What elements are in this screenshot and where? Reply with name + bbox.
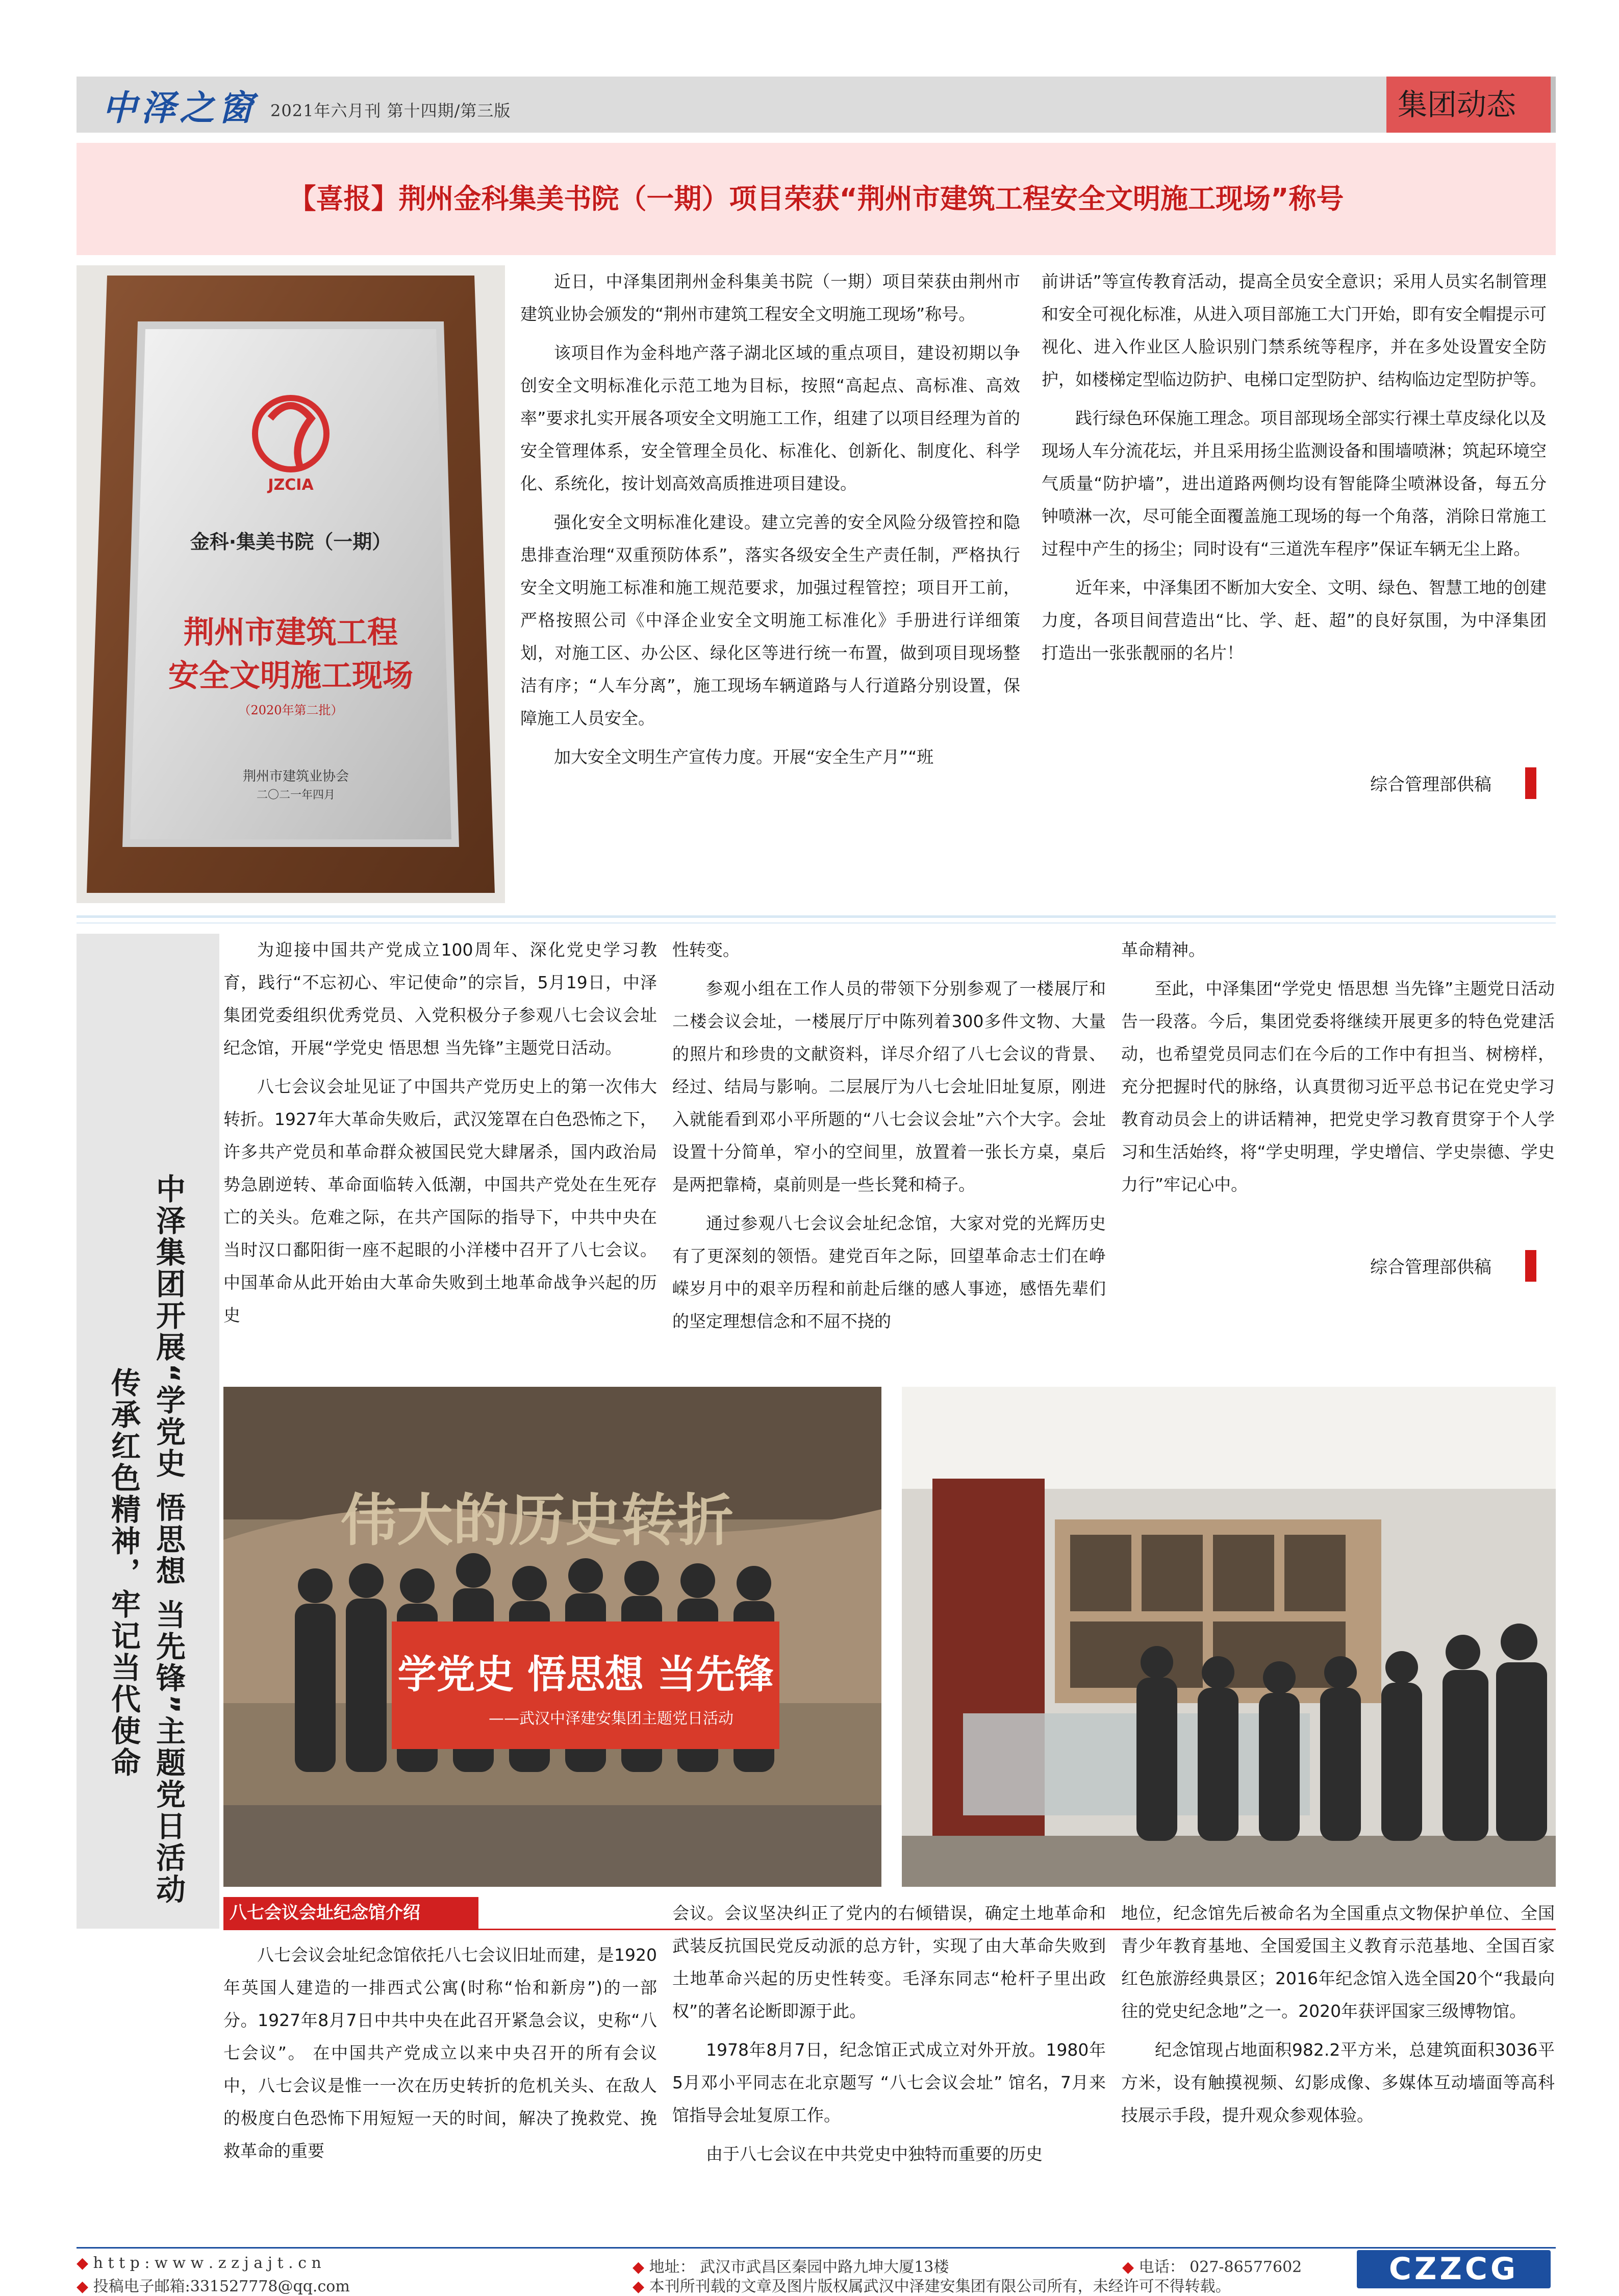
article2-vertical-title: 中泽集团开展“学党史 悟思想 当先锋”主题党日活动 bbox=[151, 1174, 186, 1906]
diamond-icon: ◆ bbox=[77, 2278, 89, 2295]
footer-copyright bbox=[633, 2274, 1231, 2296]
diamond-icon: ◆ bbox=[633, 2258, 645, 2276]
footer-website bbox=[77, 2254, 321, 2272]
wall-inscription: 伟大的历史转折 bbox=[341, 1487, 733, 1553]
plaque-project: 金科·集美书院（一期） bbox=[190, 531, 392, 553]
footer-rule bbox=[77, 2247, 1556, 2249]
plaque-photo bbox=[77, 265, 505, 903]
article1-paragraph: 践行绿色环保施工理念。项目部现场全部实行裸土草皮绿化以及现场人车分流花坛，并且采用扬尘监测设备和围墙喷淋；筑起环境空气质量“防护墙”，进出道路两侧均设有智能降尘喷淋设备，每五分钟喷淋一次，尽可能全面覆盖施工现场的每一个角落，消除日常施工过程中产生的扬尘；同时设有“三道洗车程序”保证车辆无尘上路。 bbox=[1042, 408, 1547, 559]
intro-column-3 bbox=[1121, 1897, 1555, 2138]
article1-column-1 bbox=[520, 265, 1020, 780]
intro-heading: 八七会议会址纪念馆介绍 bbox=[223, 1897, 478, 1929]
company-logo: CZZCG bbox=[1357, 2250, 1551, 2288]
section-tag: 集团动态 bbox=[1386, 77, 1556, 133]
banner-main-text: 学党史 悟思想 当先锋 bbox=[397, 1652, 774, 1697]
group-photo-illustration bbox=[223, 1387, 881, 1887]
plaque-award-line1: 荆州市建筑工程 bbox=[184, 615, 398, 651]
plaque-date: 二〇二一年四月 bbox=[256, 789, 336, 802]
diamond-icon: ◆ bbox=[77, 2254, 89, 2272]
diamond-icon: ◆ bbox=[1122, 2258, 1134, 2276]
article2-vertical-subtitle: 传承红色精神，牢记当代使命 bbox=[106, 1367, 141, 1779]
footer-copyright-text: 本刊所刊载的文章及图片版权属武汉中泽建安集团有限公司所有，未经许可不得转载。 bbox=[649, 2278, 1231, 2295]
article2-paragraph: 为迎接中国共产党成立100周年、深化党史学习教育，践行“不忘初心、牢记使命”的宗旨，5月19日，中泽集团党委组织优秀党员、入党积极分子参观八七会议会址纪念馆，开展“学党史 悟思想 当先锋”主题党日活动。 bbox=[223, 940, 657, 1058]
plaque-issuer: 荆州市建筑业协会 bbox=[242, 769, 349, 784]
intro-column-2 bbox=[672, 1897, 1106, 2177]
diamond-icon: ◆ bbox=[633, 2278, 645, 2295]
plaque-batch: （2020年第二批） bbox=[238, 703, 343, 717]
article1-paragraph: 该项目作为金科地产落子湖北区域的重点项目，建设初期以争创安全文明标准化示范工地为目标，按照“高起点、高标准、高效率”要求扎实开展各项安全文明施工工作，组建了以项目经理为首的安全管理体系，安全管理全员化、标准化、创新化、制度化、科学化、系统化，按计划高效高质推进项目建设。 bbox=[520, 343, 1020, 493]
footer-email-text: 投稿电子邮箱:331527778@qq.com bbox=[93, 2278, 350, 2295]
article2-paragraph: 革命精神。 bbox=[1121, 940, 1205, 960]
section-divider-thin bbox=[77, 922, 1556, 924]
exhibition-photo bbox=[902, 1387, 1556, 1887]
brand-logo: 中泽之窗 bbox=[102, 88, 258, 129]
intro-paragraph: 八七会议会址纪念馆依托八七会议旧址而建，是1920年英国人建造的一排西式公寓(时称“怡和新房”)的一部分。1927年8月7日中共中央在此召开紧急会议，史称“八七会议”。 在中国共产党成立以来中央召开的所有会议中，八七会议是惟一一次在历史转折的危机关头、在敌人的极度白色恐怖下用短短一天的时间，解决了挽救党、挽救革命的重要 bbox=[223, 1945, 657, 2161]
plaque-illustration bbox=[77, 265, 505, 903]
article2-credit: 综合管理部供稿 bbox=[1370, 1257, 1491, 1278]
article2-paragraph: 性转变。 bbox=[672, 940, 740, 960]
article2-paragraph: 至此，中泽集团“学党史 悟思想 当先锋”主题党日活动告一段落。今后，集团党委将继续开展更多的特色党建活动，也希望党员同志们在今后的工作中有担当、树榜样，充分把握时代的脉络，认真贯彻习近平总书记在党史学习教育动员会上的讲话精神，把党史学习教育贯穿于个人学习和生活始终，将“学史明理，学史增信、学史崇德、学史力行”牢记心中。 bbox=[1121, 979, 1555, 1194]
article1-credit: 综合管理部供稿 bbox=[1370, 775, 1491, 795]
article2-column-3 bbox=[1121, 934, 1555, 1207]
article1-headline: 【喜报】荆州金科集美书院（一期）项目荣获“荆州市建筑工程安全文明施工现场”称号 bbox=[288, 183, 1344, 215]
issue-info: 2021年六月刊 第十四期/第三版 bbox=[270, 101, 511, 120]
article2-credit-bar bbox=[1525, 1250, 1536, 1282]
article2-paragraph: 八七会议会址见证了中国共产党历史上的第一次伟大转折。1927年大革命失败后，武汉笼罩在白色恐怖之下，许多共产党员和革命群众被国民党大肆屠杀，国内政治局势急剧逆转、革命面临转入低潮，中国共产党处在生死存亡的关头。危难之际，在共产国际的指导下，中共中央在当时汉口鄱阳街一座不起眼的小洋楼中召开了八七会议。中国革命从此开始由大革命失败到土地革命战争兴起的历史 bbox=[223, 1077, 657, 1325]
section-divider bbox=[77, 915, 1556, 918]
intro-paragraph: 由于八七会议在中共党史中独特而重要的历史 bbox=[706, 2144, 1043, 2164]
article1-credit-bar bbox=[1525, 767, 1536, 799]
article1-paragraph: 近年来，中泽集团不断加大安全、文明、绿色、智慧工地的创建力度，各项目间营造出“比、学、赶、超”的良好氛围，为中泽集团打造出一张张靓丽的名片！ bbox=[1042, 578, 1547, 663]
intro-paragraph: 地位，纪念馆先后被命名为全国重点文物保护单位、全国青少年教育基地、全国爱国主义教育示范基地、全国百家红色旅游经典景区；2016年纪念馆入选全国20个“我最向往的党史纪念地”之一。2020年获评国家三级博物馆。 bbox=[1121, 1903, 1555, 2021]
intro-paragraph: 纪念馆现占地面积982.2平方米，总建筑面积3036平方米，设有触摸视频、幻影成像、多媒体互动墙面等高科技展示手段，提升观众参观体验。 bbox=[1121, 2040, 1555, 2125]
plaque-award-line2: 安全文明施工现场 bbox=[168, 658, 413, 694]
intro-paragraph: 1978年8月7日，纪念馆正式成立对外开放。1980年5月邓小平同志在北京题写 “八七会议会址” 馆名，7月来馆指导会址复原工作。 bbox=[672, 2040, 1106, 2125]
article2-column-2 bbox=[672, 934, 1106, 1344]
article1-paragraph: 近日，中泽集团荆州金科集美书院（一期）项目荣获由荆州市建筑业协会颁发的“荆州市建筑工程安全文明施工现场”称号。 bbox=[520, 271, 1020, 324]
article1-paragraph: 强化安全文明标准化建设。建立完善的安全风险分级管控和隐患排查治理“双重预防体系”，落实各级安全生产责任制，严格执行安全文明施工标准和施工规范要求，加强过程管控；项目开工前，严格按照公司《中泽企业安全文明施工标准化》手册进行详细策划，对施工区、办公区、绿化区等进行统一布置，做到项目现场整洁有序；“人车分离”，施工现场车辆道路与人行道路分别设置，保障施工人员安全。 bbox=[520, 512, 1020, 728]
banner-sub-text: ——武汉中泽建安集团主题党日活动 bbox=[489, 1710, 733, 1728]
intro-paragraph: 会议。会议坚决纠正了党内的右倾错误，确定土地革命和武装反抗国民党反动派的总方针，实现了由大革命失败到土地革命兴起的历史性转变。毛泽东同志“枪杆子里出政权”的著名论断即源于此。 bbox=[672, 1903, 1106, 2021]
footer-address-text: 地址： 武汉市武昌区秦园中路九坤大厦13楼 bbox=[649, 2258, 949, 2276]
plaque-org-abbr: JZCIA bbox=[268, 476, 314, 494]
article2-column-1 bbox=[223, 934, 657, 1338]
footer-email bbox=[77, 2274, 350, 2296]
article1-column-2 bbox=[1042, 265, 1547, 676]
article2-paragraph: 参观小组在工作人员的带领下分别参观了一楼展厅和二楼会议会址，一楼展厅厅中陈列着300多件文物、大量的照片和珍贵的文献资料，详尽介绍了八七会议的背景、经过、结局与影响。二层展厅为八七会址旧址复原，刚进入就能看到邓小平所题的“八七会议会址”六个大字。会址设置十分简单，窄小的空间里，放置着一张长方桌，桌后是两把靠椅，桌前则是一些长凳和椅子。 bbox=[672, 979, 1106, 1194]
article1-paragraph: 加大安全文明生产宣传力度。开展“安全生产月”“班 bbox=[554, 747, 934, 767]
article2-paragraph: 通过参观八七会议会址纪念馆，大家对党的光辉历史有了更深刻的领悟。建党百年之际，回望革命志士们在峥嵘岁月中的艰辛历程和前赴后继的感人事迹，感悟先辈们的坚定理想信念和不屈不挠的 bbox=[672, 1213, 1106, 1331]
footer-website-text: h t t p : w w w . z z j a j t . c n bbox=[93, 2254, 321, 2272]
group-photo bbox=[223, 1387, 881, 1887]
exhibition-photo-illustration bbox=[902, 1387, 1556, 1887]
article1-paragraph: 前讲话”等宣传教育活动，提高全员安全意识；采用人员实名制管理和安全可视化标准，从进入项目部施工大门开始，即有安全帽提示可视化、进入作业区人脸识别门禁系统等程序，并在多处设置安全防护，如楼梯定型临边防护、电梯口定型防护、结构临边定型防护等。 bbox=[1042, 271, 1547, 389]
footer-phone-text: 电话： 027-86577602 bbox=[1139, 2258, 1302, 2276]
intro-column-1 bbox=[223, 1939, 657, 2174]
